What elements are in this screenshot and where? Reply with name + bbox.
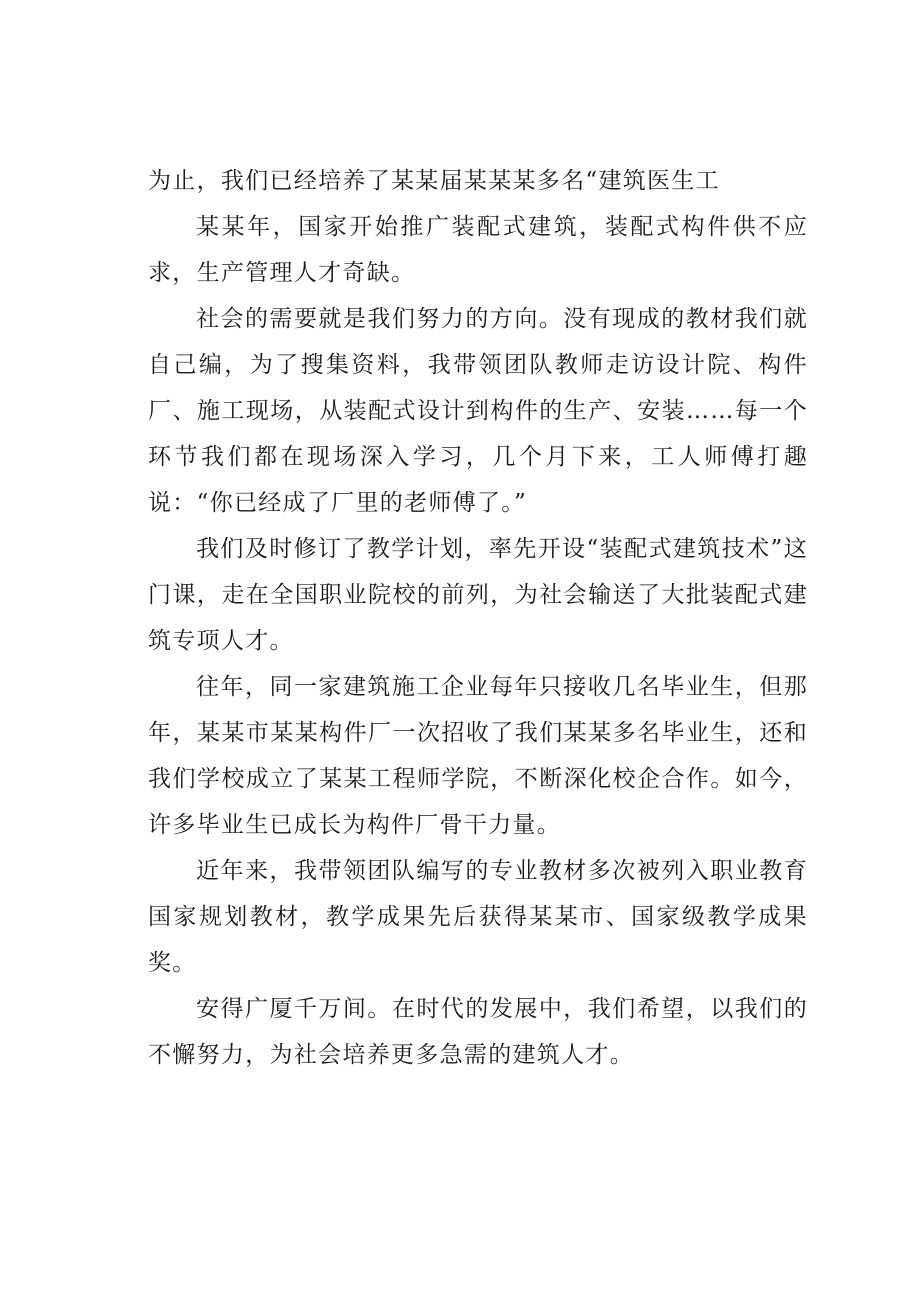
paragraph-3: 社会的需要就是我们努力的方向。没有现成的教材我们就自己编，为了搜集资料，我带领团队教师走访设计院、构件厂、施工现场，从装配式设计到构件的生产、安装……每一个环节我们都在现场深入学习，几个月下来，工人师傅打趣说：“你已经成了厂里的老师傅了。” bbox=[148, 306, 808, 516]
paragraph-6: 近年来，我带领团队编写的专业教材多次被列入职业教育国家规划教材，教学成果先后获得某某市、国家级教学成果奖。 bbox=[148, 858, 808, 976]
paragraph-5: 往年，同一家建筑施工企业每年只接收几名毕业生，但那年，某某市某某构件厂一次招收了我们某某多名毕业生，还和我们学校成立了某某工程师学院，不断深化校企合作。如今，许多毕业生已成长为构件厂骨干力量。 bbox=[148, 674, 808, 838]
paragraph-4: 我们及时修订了教学计划，率先开设“装配式建筑技术”这门课，走在全国职业院校的前列，为社会输送了大批装配式建筑专项人才。 bbox=[148, 536, 808, 654]
paragraph-1: 为止，我们已经培养了某某届某某某多名“建筑医生工 bbox=[148, 168, 720, 194]
paragraph-2: 某某年，国家开始推广装配式建筑，装配式构件供不应求，生产管理人才奇缺。 bbox=[148, 214, 808, 286]
document-body bbox=[148, 158, 808, 1078]
paragraph-7: 安得广厦千万间。在时代的发展中，我们希望，以我们的不懈努力，为社会培养更多急需的建筑人才。 bbox=[148, 996, 808, 1068]
